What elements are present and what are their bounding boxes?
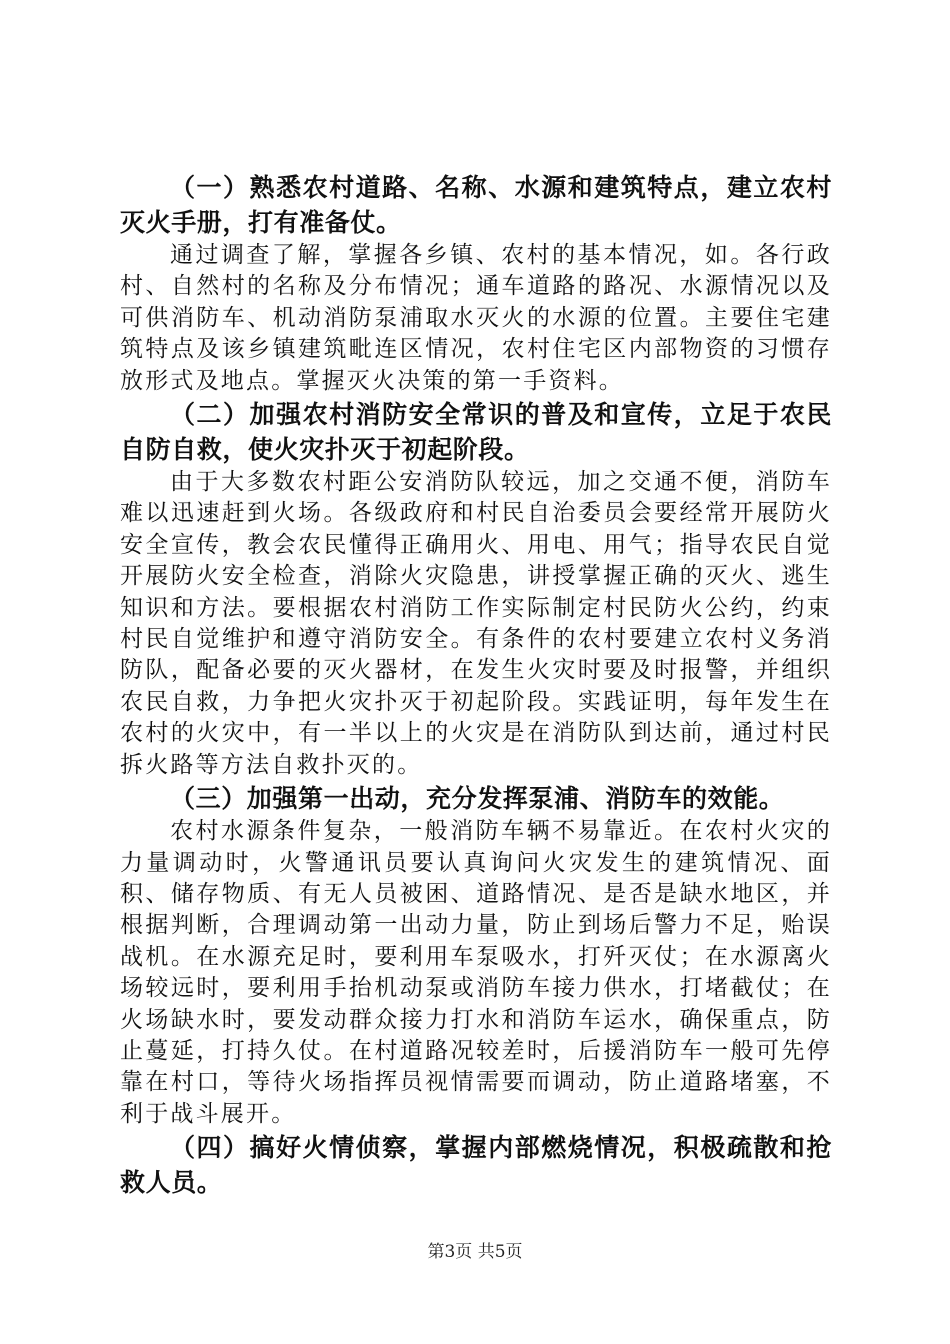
section-heading-4: （四）搞好火情侦察，掌握内部燃烧情况，积极疏散和抢救人员。	[120, 1133, 832, 1198]
section-heading-3: （三）加强第一出动，充分发挥泵浦、消防车的效能。	[170, 784, 785, 814]
section-paragraph-3: 农村水源条件复杂，一般消防车辆不易靠近。在农村火灾的力量调动时，火警通讯员要认真询问火灾发生的建筑情况、面积、储存物质、有无人员被困、道路情况、是否是缺水地区，并根据判断，合理调动第一出动力量，防止到场后警力不足，贻误战机。在水源充足时，要利用车泵吸水，打歼灭仗；在水源离火场较远时，要利用手抬机动泵或消防车接力供水，打堵截仗；在火场缺水时，要发动群众接力打水和消防车运水，确保重点，防止蔓延，打持久仗。在村道路况较差时，后援消防车一般可先停靠在村口，等待火场指挥员视情需要而调动，防止道路堵塞，不利于战斗展开。	[120, 818, 832, 1127]
document-body	[120, 170, 832, 1200]
section-paragraph-1: 通过调查了解，掌握各乡镇、农村的基本情况，如。各行政村、自然村的名称及分布情况；通车道路的路况、水源情况以及可供消防车、机动消防泵浦取水灭火的水源的位置。主要住宅建筑特点及该乡镇建筑毗连区情况，农村住宅区内部物资的习惯存放形式及地点。掌握灭火决策的第一手资料。	[120, 242, 832, 394]
section-heading-1: （一）熟悉农村道路、名称、水源和建筑特点，建立农村灭火手册，打有准备仗。	[120, 173, 832, 237]
page-number-footer: 第3页 共5页	[427, 1242, 523, 1262]
section-paragraph-2: 由于大多数农村距公安消防队较远，加之交通不便，消防车难以迅速赶到火场。各级政府和村民自治委员会要经常开展防火安全宣传，教会农民懂得正确用火、用电、用气；指导农民自觉开展防火安全检查，消除火灾隐患，讲授掌握正确的灭火、逃生知识和方法。要根据农村消防工作实际制定村民防火公约，约束村民自觉维护和遵守消防安全。有条件的农村要建立农村义务消防队，配备必要的灭火器材，在发生火灾时要及时报警，并组织农民自救，力争把火灾扑灭于初起阶段。实践证明，每年发生在农村的火灾中，有一半以上的火灾是在消防队到达前，通过村民拆火路等方法自救扑灭的。	[120, 469, 832, 778]
section-heading-2: （二）加强农村消防安全常识的普及和宣传，立足于农民自防自救，使火灾扑灭于初起阶段。	[120, 400, 832, 465]
